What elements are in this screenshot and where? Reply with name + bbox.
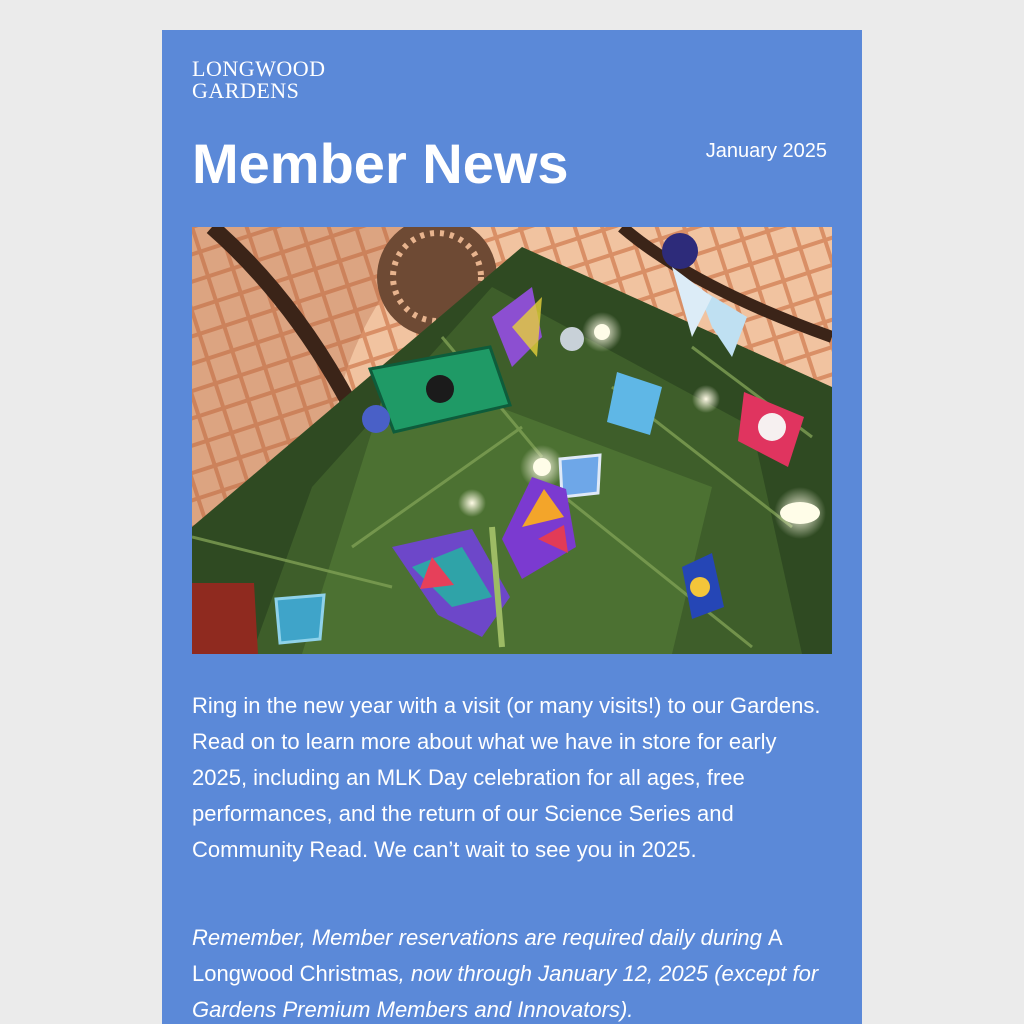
hero-image[interactable] <box>192 227 832 654</box>
newsletter-date: January 2025 <box>705 140 827 162</box>
event-name: A Longwood Christmas <box>192 925 782 986</box>
newsletter-title: Member News <box>192 132 569 195</box>
logo-line-2: GARDENS <box>192 78 300 103</box>
email-container <box>162 30 862 1024</box>
reminder-text-1: Remember, Member reservations are required daily during <box>192 925 768 950</box>
reminder-text-2: , now through January 12, 2025 (except for Gardens Premium Members and Innovators). <box>192 961 819 1022</box>
logo-line-1: LONGWOOD <box>192 56 326 81</box>
intro-paragraph: Ring in the new year with a visit (or many visits!) to our Gardens. Read on to learn more about what we have in store for early 2025, including an MLK Day celebration for all ages, free performances, and the return of our Science Series and Community Read. We can’t wait to see you in 2025. <box>192 693 821 862</box>
reservation-reminder <box>192 920 834 1024</box>
longwood-gardens-logo[interactable] <box>192 58 326 102</box>
hero-illustration <box>192 227 832 654</box>
